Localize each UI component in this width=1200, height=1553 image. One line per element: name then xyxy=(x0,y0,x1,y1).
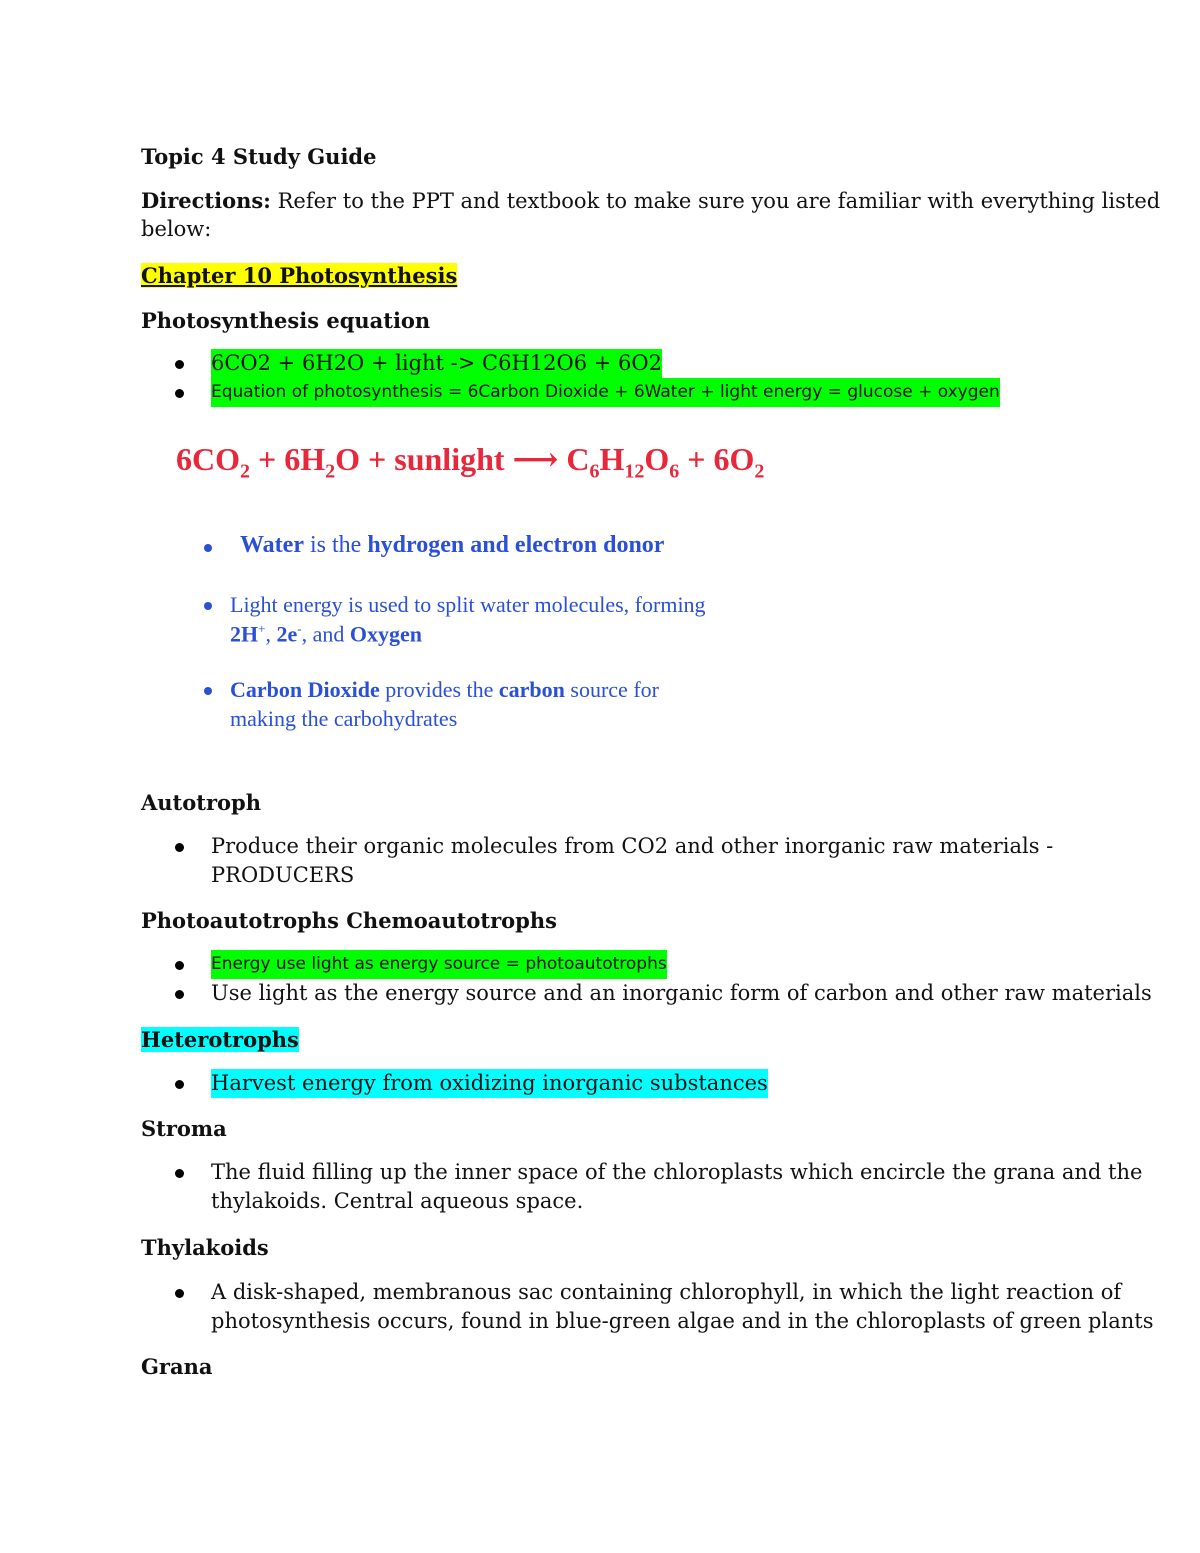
photosynthesis-equation-heading: Photosynthesis equation xyxy=(141,308,431,333)
thylakoids-bullet-line2: photosynthesis occurs, found in blue-green algae and in the chloroplasts of green plants xyxy=(211,1309,1154,1333)
bullet-icon xyxy=(175,843,184,852)
chapter-heading xyxy=(141,261,457,290)
autotroph-bullet-line2: PRODUCERS xyxy=(211,863,355,887)
grana-heading: Grana xyxy=(141,1354,213,1379)
slide-bullet-icon xyxy=(204,602,212,610)
directions-line2: below: xyxy=(141,217,212,241)
directions-text: Refer to the PPT and textbook to make sure you are familiar with everything listed xyxy=(270,189,1161,213)
directions-label: Directions: xyxy=(141,188,271,213)
autotroph-heading: Autotroph xyxy=(141,790,261,815)
slide-bullet-1: Water is the hydrogen and electron donor xyxy=(240,532,665,558)
stroma-heading: Stroma xyxy=(141,1116,227,1141)
thylakoids-heading: Thylakoids xyxy=(141,1235,269,1260)
bullet-icon xyxy=(175,1080,184,1089)
directions-line1 xyxy=(141,186,1160,216)
bullet-icon xyxy=(175,1289,184,1298)
slide-bullet-icon xyxy=(204,687,212,695)
slide-equation: $6CO_2 + 6H_2O$ + sunlight ⟶ $C_6H_{12}O_6 + 6O_2$ xyxy=(176,441,765,483)
thylakoids-bullet-line1: A disk-shaped, membranous sac containing chlorophyll, in which the light reaction of xyxy=(211,1280,1122,1304)
slide-bullet-2-line1: Light energy is used to split water molecules, forming xyxy=(230,592,706,617)
photoautotrophs-heading: Photoautotrophs Chemoautotrophs xyxy=(141,908,557,933)
bullet-icon xyxy=(175,990,184,999)
bullet-icon xyxy=(175,1169,184,1178)
slide-bullet-icon xyxy=(204,544,212,552)
heterotrophs-heading-text: Heterotrophs xyxy=(141,1027,299,1052)
arrow-icon: ⟶ xyxy=(512,441,559,477)
bullet-icon xyxy=(175,961,184,970)
bullet-icon xyxy=(175,389,184,398)
bullet-icon xyxy=(175,360,184,369)
heterotrophs-heading xyxy=(141,1025,299,1054)
photoautotrophs-bullet-2: Use light as the energy source and an inorganic form of carbon and other raw materials xyxy=(211,981,1152,1005)
stroma-bullet-line2: thylakoids. Central aqueous space. xyxy=(211,1189,584,1213)
stroma-bullet-line1: The fluid filling up the inner space of the chloroplasts which encircle the grana and the xyxy=(211,1160,1143,1184)
equation-bullet-1: 6CO2 + 6H2O + light -> C6H12O6 + 6O2 xyxy=(211,349,662,378)
photoautotrophs-bullet-1: Energy use light as energy source = photoautotrophs xyxy=(211,950,667,979)
document-title: Topic 4 Study Guide xyxy=(141,144,377,169)
slide-bullet-3-line1: Carbon Dioxide provides the carbon source for xyxy=(230,677,659,702)
slide-bullet-3-line2: making the carbohydrates xyxy=(230,706,458,731)
equation-bullet-2: Equation of photosynthesis = 6Carbon Dioxide + 6Water + light energy = glucose + oxygen xyxy=(211,378,1000,407)
autotroph-bullet-line1: Produce their organic molecules from CO2 and other inorganic raw materials - xyxy=(211,834,1054,858)
chapter-heading-text: Chapter 10 Photosynthesis xyxy=(141,263,458,288)
heterotrophs-bullet-1: Harvest energy from oxidizing inorganic substances xyxy=(211,1069,768,1098)
slide-bullet-2-line2: 2H+, 2e-, and Oxygen xyxy=(230,621,422,647)
